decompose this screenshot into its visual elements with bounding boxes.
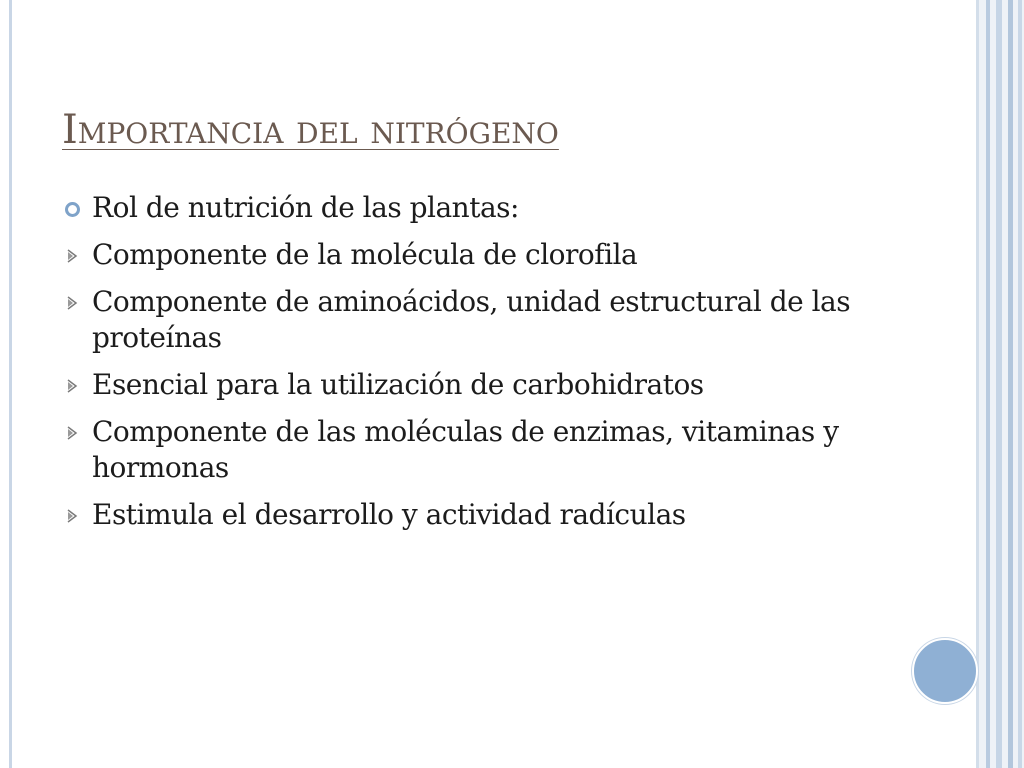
bullet-text: Rol de nutrición de las plantas:	[92, 191, 519, 224]
left-frame-line	[9, 0, 12, 768]
arrow-bullet-icon	[66, 249, 78, 263]
bullet-list	[60, 190, 860, 544]
bullet-item	[60, 190, 860, 226]
bullet-item	[60, 497, 860, 533]
bullet-text: Esencial para la utilización de carbohidratos	[92, 368, 704, 401]
bullet-item	[60, 367, 860, 403]
bullet-text: Componente de aminoácidos, unidad estructural de las proteínas	[92, 285, 851, 354]
arrow-bullet-icon	[66, 296, 78, 310]
right-frame-line	[976, 0, 979, 768]
circle-bullet-icon	[65, 202, 80, 217]
arrow-bullet-icon	[66, 379, 78, 393]
decorative-circle	[912, 638, 978, 704]
right-frame-line	[1008, 0, 1013, 768]
arrow-bullet-icon	[66, 426, 78, 440]
right-frame-line	[996, 0, 1002, 768]
bullet-item	[60, 284, 860, 356]
bullet-text: Componente de las moléculas de enzimas, vitaminas y hormonas	[92, 415, 839, 484]
right-frame-line	[986, 0, 990, 768]
bullet-text: Componente de la molécula de clorofila	[92, 238, 638, 271]
bullet-item	[60, 414, 860, 486]
right-frame-line	[1018, 0, 1022, 768]
arrow-bullet-icon	[66, 509, 78, 523]
bullet-text: Estimula el desarrollo y actividad radículas	[92, 498, 686, 531]
bullet-item	[60, 237, 860, 273]
slide-title: Importancia del nitrógeno	[62, 107, 559, 153]
